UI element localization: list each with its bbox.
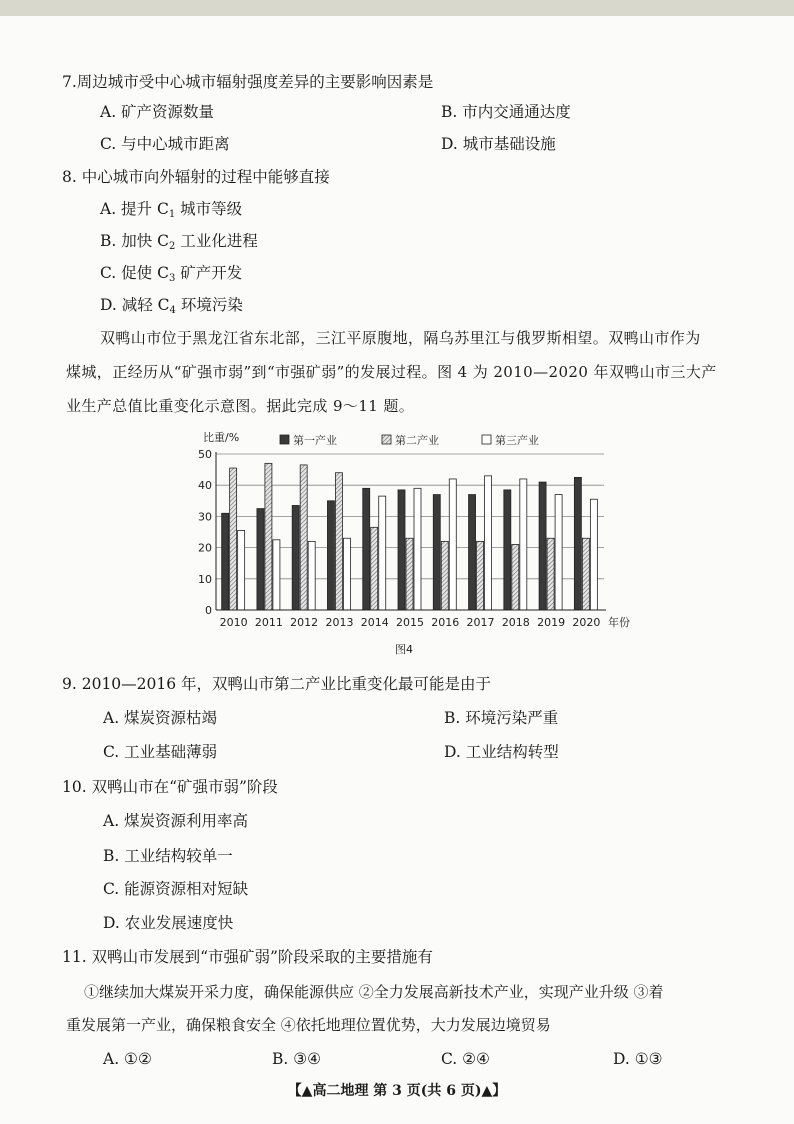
x-tick-label: 2015 [396,616,424,629]
question-10-option-c: C. 能源资源相对短缺 [103,880,249,898]
bar-第三产业 [485,476,492,610]
question-10-option-b: B. 工业结构较单一 [103,847,233,865]
legend-swatch [382,435,391,444]
bar-第三产业 [590,499,597,610]
industry-share-bar-chart [0,430,794,630]
bar-第三产业 [449,479,456,610]
bar-第三产业 [520,479,527,610]
bar-第一产业 [398,490,405,610]
bar-第三产业 [343,538,350,610]
bar-第一产业 [504,490,511,610]
question-8-option-d: D. 减轻 $C_4$ 环境污染 [100,296,243,316]
x-tick-label: 2020 [572,616,601,629]
bar-第二产业 [512,544,519,610]
bar-第一产业 [327,501,334,610]
y-axis-label: 比重/% [203,431,240,444]
passage-line-3: 业生产总值比重变化示意图。据此完成 9～11 题。 [66,397,415,415]
question-11-option-d: D. ①③ [613,1050,663,1068]
question-9-option-a: A. 煤炭资源枯竭 [103,709,218,727]
scan-top-edge [0,0,794,16]
question-7-option-d: D. 城市基础设施 [441,135,556,153]
bar-第一产业 [574,477,581,610]
figure-caption: 图4 [395,643,413,656]
question-9-option-d: D. 工业结构转型 [444,743,559,761]
x-tick-label: 2011 [254,616,283,629]
question-11-stem: 11. 双鸭山市发展到“市强矿弱”阶段采取的主要措施有 [62,948,433,966]
question-11-option-a: A. ①② [103,1050,152,1068]
passage-line-2: 煤城，正经历从“矿强市弱”到“市强矿弱”的发展过程。图 4 为 2010—2020 年双鸭山市三大产 [66,363,717,381]
bar-第二产业 [547,538,554,610]
x-tick-label: 2013 [325,616,354,629]
bar-第二产业 [406,538,413,610]
bar-第三产业 [238,530,245,610]
question-8-option-a: A. 提升 $C_1$ 城市等级 [100,200,243,220]
y-tick-label: 30 [198,510,212,524]
bar-第三产业 [379,496,386,610]
question-10-stem: 10. 双鸭山市在“矿强市弱”阶段 [62,778,278,796]
bar-第一产业 [433,495,440,610]
question-10-option-a: A. 煤炭资源利用率高 [103,812,249,830]
legend-swatch [482,435,491,444]
question-8-stem: 8. 中心城市向外辐射的过程中能够直接 [62,168,330,186]
question-7-option-b: B. 市内交通通达度 [441,103,571,121]
x-tick-label: 2012 [290,616,319,629]
bar-第一产业 [222,513,229,610]
bar-第一产业 [469,495,476,610]
question-8-option-b: B. 加快 $C_2$ 工业化进程 [100,232,258,252]
bar-第二产业 [477,541,484,610]
y-tick-label: 20 [198,541,212,555]
bar-第二产业 [265,463,272,610]
bar-第一产业 [539,482,546,610]
y-tick-label: 0 [205,604,212,617]
bar-第一产业 [363,488,370,610]
legend-label: 第一产业 [293,434,337,447]
passage-line-1: 双鸭山市位于黑龙江省东北部，三江平原腹地，隔乌苏里江与俄罗斯相望。双鸭山市作为 [100,329,701,347]
bar-第二产业 [230,468,237,610]
bar-第二产业 [582,538,589,610]
legend-label: 第三产业 [495,434,539,447]
x-axis-label: 年份 [608,616,630,629]
question-7-option-a: A. 矿产资源数量 [100,103,215,121]
x-tick-label: 2016 [431,616,460,629]
x-tick-label: 2010 [219,616,248,629]
page-footer: 【▲高二地理 第 3 页(共 6 页)▲】 [287,1083,507,1099]
bar-第三产业 [555,495,562,610]
y-tick-label: 10 [198,572,212,586]
bar-第一产业 [292,505,299,610]
x-tick-label: 2018 [501,616,530,629]
x-tick-label: 2017 [466,616,495,629]
legend-label: 第二产业 [395,434,439,447]
bar-第三产业 [414,488,421,610]
question-7-stem: 7.周边城市受中心城市辐射强度差异的主要影响因素是 [62,73,434,91]
bar-第二产业 [335,473,342,610]
bar-第三产业 [308,541,315,610]
question-11-statements-line-1: ①继续加大煤炭开采力度，确保能源供应 ②全力发展高新技术产业，实现产业升级 ③着 [84,983,664,1001]
bar-第二产业 [441,541,448,610]
bar-第一产业 [257,509,264,610]
bar-第二产业 [300,465,307,610]
bar-第二产业 [371,527,378,610]
question-11-option-b: B. ③④ [272,1050,322,1068]
bar-第三产业 [273,540,280,610]
question-9-option-c: C. 工业基础薄弱 [103,743,218,761]
question-11-statements-line-2: 重发展第一产业，确保粮食安全 ④依托地理位置优势，大力发展边境贸易 [66,1016,551,1034]
question-10-option-d: D. 农业发展速度快 [103,914,234,932]
y-tick-label: 50 [198,448,212,461]
question-7-option-c: C. 与中心城市距离 [100,135,230,153]
x-tick-label: 2019 [537,616,566,629]
question-9-stem: 9. 2010—2016 年，双鸭山市第二产业比重变化最可能是由于 [62,675,492,693]
x-tick-label: 2014 [360,616,389,629]
question-11-option-c: C. ②④ [441,1050,490,1068]
y-tick-label: 40 [198,479,212,493]
question-8-option-c: C. 促使 $C_3$ 矿产开发 [100,264,243,284]
question-9-option-b: B. 环境污染严重 [444,709,559,727]
legend-swatch [280,435,289,444]
